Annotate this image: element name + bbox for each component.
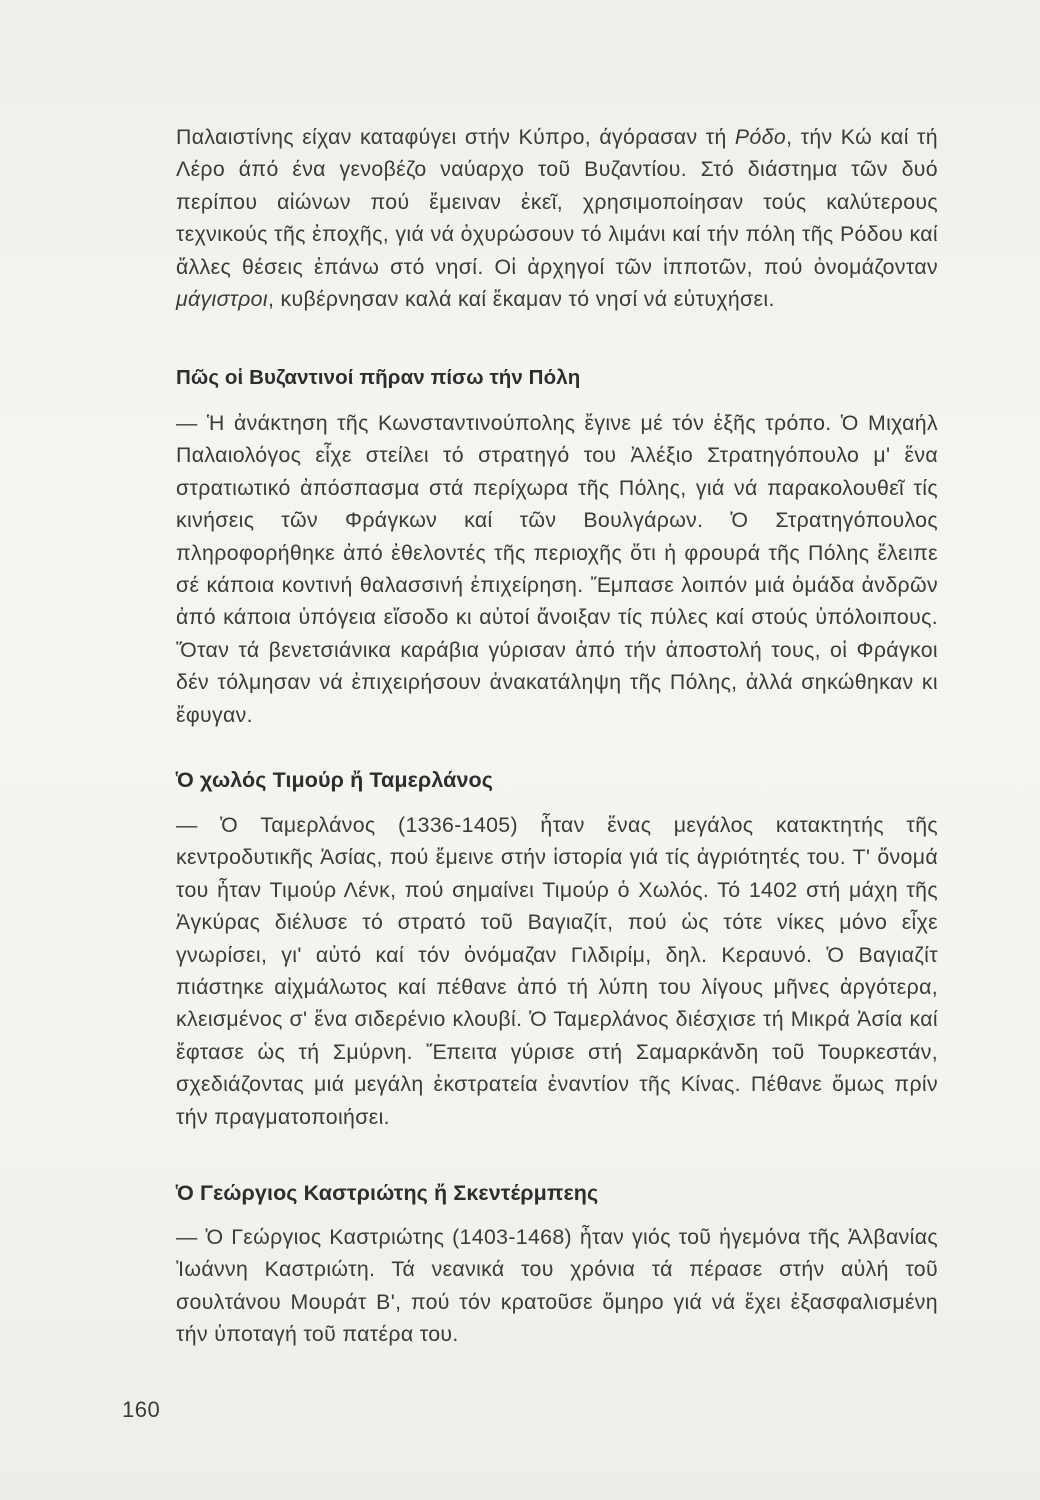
page-content bbox=[176, 121, 938, 1347]
intro-text-2: , τήν Κώ καί τή Λέρο άπό ένα γενοβέζο ναύαρχο τοῦ Βυζαντίου. Στό διάστημα τῶν δυό περίπου αἰώνων πού ἔμειναν ἐκεῖ, χρησιμοποίησαν τούς καλύτερους τεχνικούς τῆς ἐποχῆς, γιά νά ὀχυρώσουν τό λιμάνι καί τήν πόλη τῆς Ρόδου καί ἄλλες θέσεις ἐπάνω στό νησί. Οἱ ἀρχηγοί τῶν ἱπποτῶν, πού ὀνομάζονταν bbox=[176, 125, 938, 279]
page-number: 160 bbox=[122, 1397, 161, 1422]
intro-italic-rhodes: Ρόδο bbox=[734, 125, 787, 149]
intro-text-3: , κυβέρνησαν καλά καί ἔκαμαν τό νησί νά εὐτυχήσει. bbox=[267, 287, 775, 312]
section-heading-skanderbeg: Ὁ Γεώργιος Καστριώτης ἤ Σκεντέρμπεης bbox=[176, 1181, 599, 1205]
section-text-tamerlane: — Ὁ Ταμερλάνος (1336-1405) ἦταν ἕνας μεγάλος κατακτητής τῆς κεντροδυτικῆς Ἀσίας, πού ἔμεινε στήν ἱστορία γιά τίς ἀγριότητές του. Τ' ὄνομά του ἦταν Τιμούρ Λένκ, πού σημαίνει Τιμούρ ὁ Χωλός. Τό 1402 στή μάχη τῆς Ἀγκύρας διέλυσε τό στρατό τοῦ Βαγιαζίτ, πού ὡς τότε νίκες μόνο εἶχε γνωρίσει, γι' αὐτό καί τόν ὀνόμαζαν Γιλδιρίμ, δηλ. Κεραυνό. Ὁ Βαγιαζίτ πιάστηκε αἰχμάλωτος καί πέθανε ἀπό τή λύπη του λίγους μῆνες ἀργότερα, κλεισμένος σ' ἕνα σιδερένιο κλουβί. Ὁ Ταμερλάνος διέσχισε τή Μικρά Ἀσία καί ἔφτασε ὡς τή Σμύρνη. Ἔπειτα γύρισε στή Σαμαρκάνδη τοῦ Τουρκεστάν, σχεδιάζοντας μιά μεγάλη ἐκστρατεία ἐναντίον τῆς Κίνας. Πέθανε ὅμως πρίν τήν πραγματοποιήσει. bbox=[176, 813, 938, 1129]
intro-text-1: Παλαιστίνης είχαν καταφύγει στήν Κύπρο, άγόρασαν τή bbox=[176, 125, 735, 149]
intro-paragraph bbox=[176, 121, 938, 315]
section-text-skanderbeg: — Ὁ Γεώργιος Καστριώτης (1403-1468) ἦταν γιός τοῦ ἡγεμόνα τῆς Ἀλβανίας Ἰωάννη Καστριώτη. Τά νεανικά του χρόνια τά πέρασε στήν αὐλή τοῦ σουλτάνου Μουράτ Β', πού τόν κρατοῦσε ὅμηρο γιά νά ἔχει ἐξασφαλισμένη τήν ὑποταγή τοῦ πατέρα του. bbox=[176, 1225, 938, 1347]
section-text-recapture: — Ἡ ἀνάκτηση τῆς Κωνσταντινούπολης ἔγινε μέ τόν ἑξῆς τρόπο. Ὁ Μιχαήλ Παλαιολόγος εἶχε στείλει τό στρατηγό του Ἀλέξιο Στρατηγόπουλο μ' ἕνα στρατιωτικό ἀπόσπασμα στά περίχωρα τῆς Πόλης, γιά νά παρακολουθεῖ τίς κινήσεις τῶν Φράγκων καί τῶν Βουλγάρων. Ὁ Στρατηγόπουλος πληροφορήθηκε ἀπό ἐθελοντές τῆς περιοχῆς ὅτι ἡ φρουρά τῆς Πόλης ἔλειπε σέ κάποια κοντινή θαλασσινή ἐπιχείρηση. Ἔμπασε λοιπόν μιά ὁμάδα ἀνδρῶν ἀπό κάποια ὑπόγεια εἴσοδο κι αὐτοί ἄνοιξαν τίς πύλες καί στούς ὑπόλοιπους. Ὅταν τά βενετσιάνικα καράβια γύρισαν ἀπό τήν ἀποστολή τους, οἱ Φράγκοι δέν τόλμησαν νά ἐπιχειρήσουν ἀνακατάληψη τῆς Πόλης, ἀλλά σηκώθηκαν κι ἔφυγαν. bbox=[176, 411, 938, 727]
intro-italic-magistroi: μάγιστροι bbox=[176, 287, 268, 312]
section-heading-recapture: Πῶς οἱ Βυζαντινοί πῆραν πίσω τήν Πόλη bbox=[176, 366, 581, 389]
section-heading-tamerlane: Ὁ χωλός Τιμούρ ἤ Ταμερλάνος bbox=[176, 768, 494, 792]
